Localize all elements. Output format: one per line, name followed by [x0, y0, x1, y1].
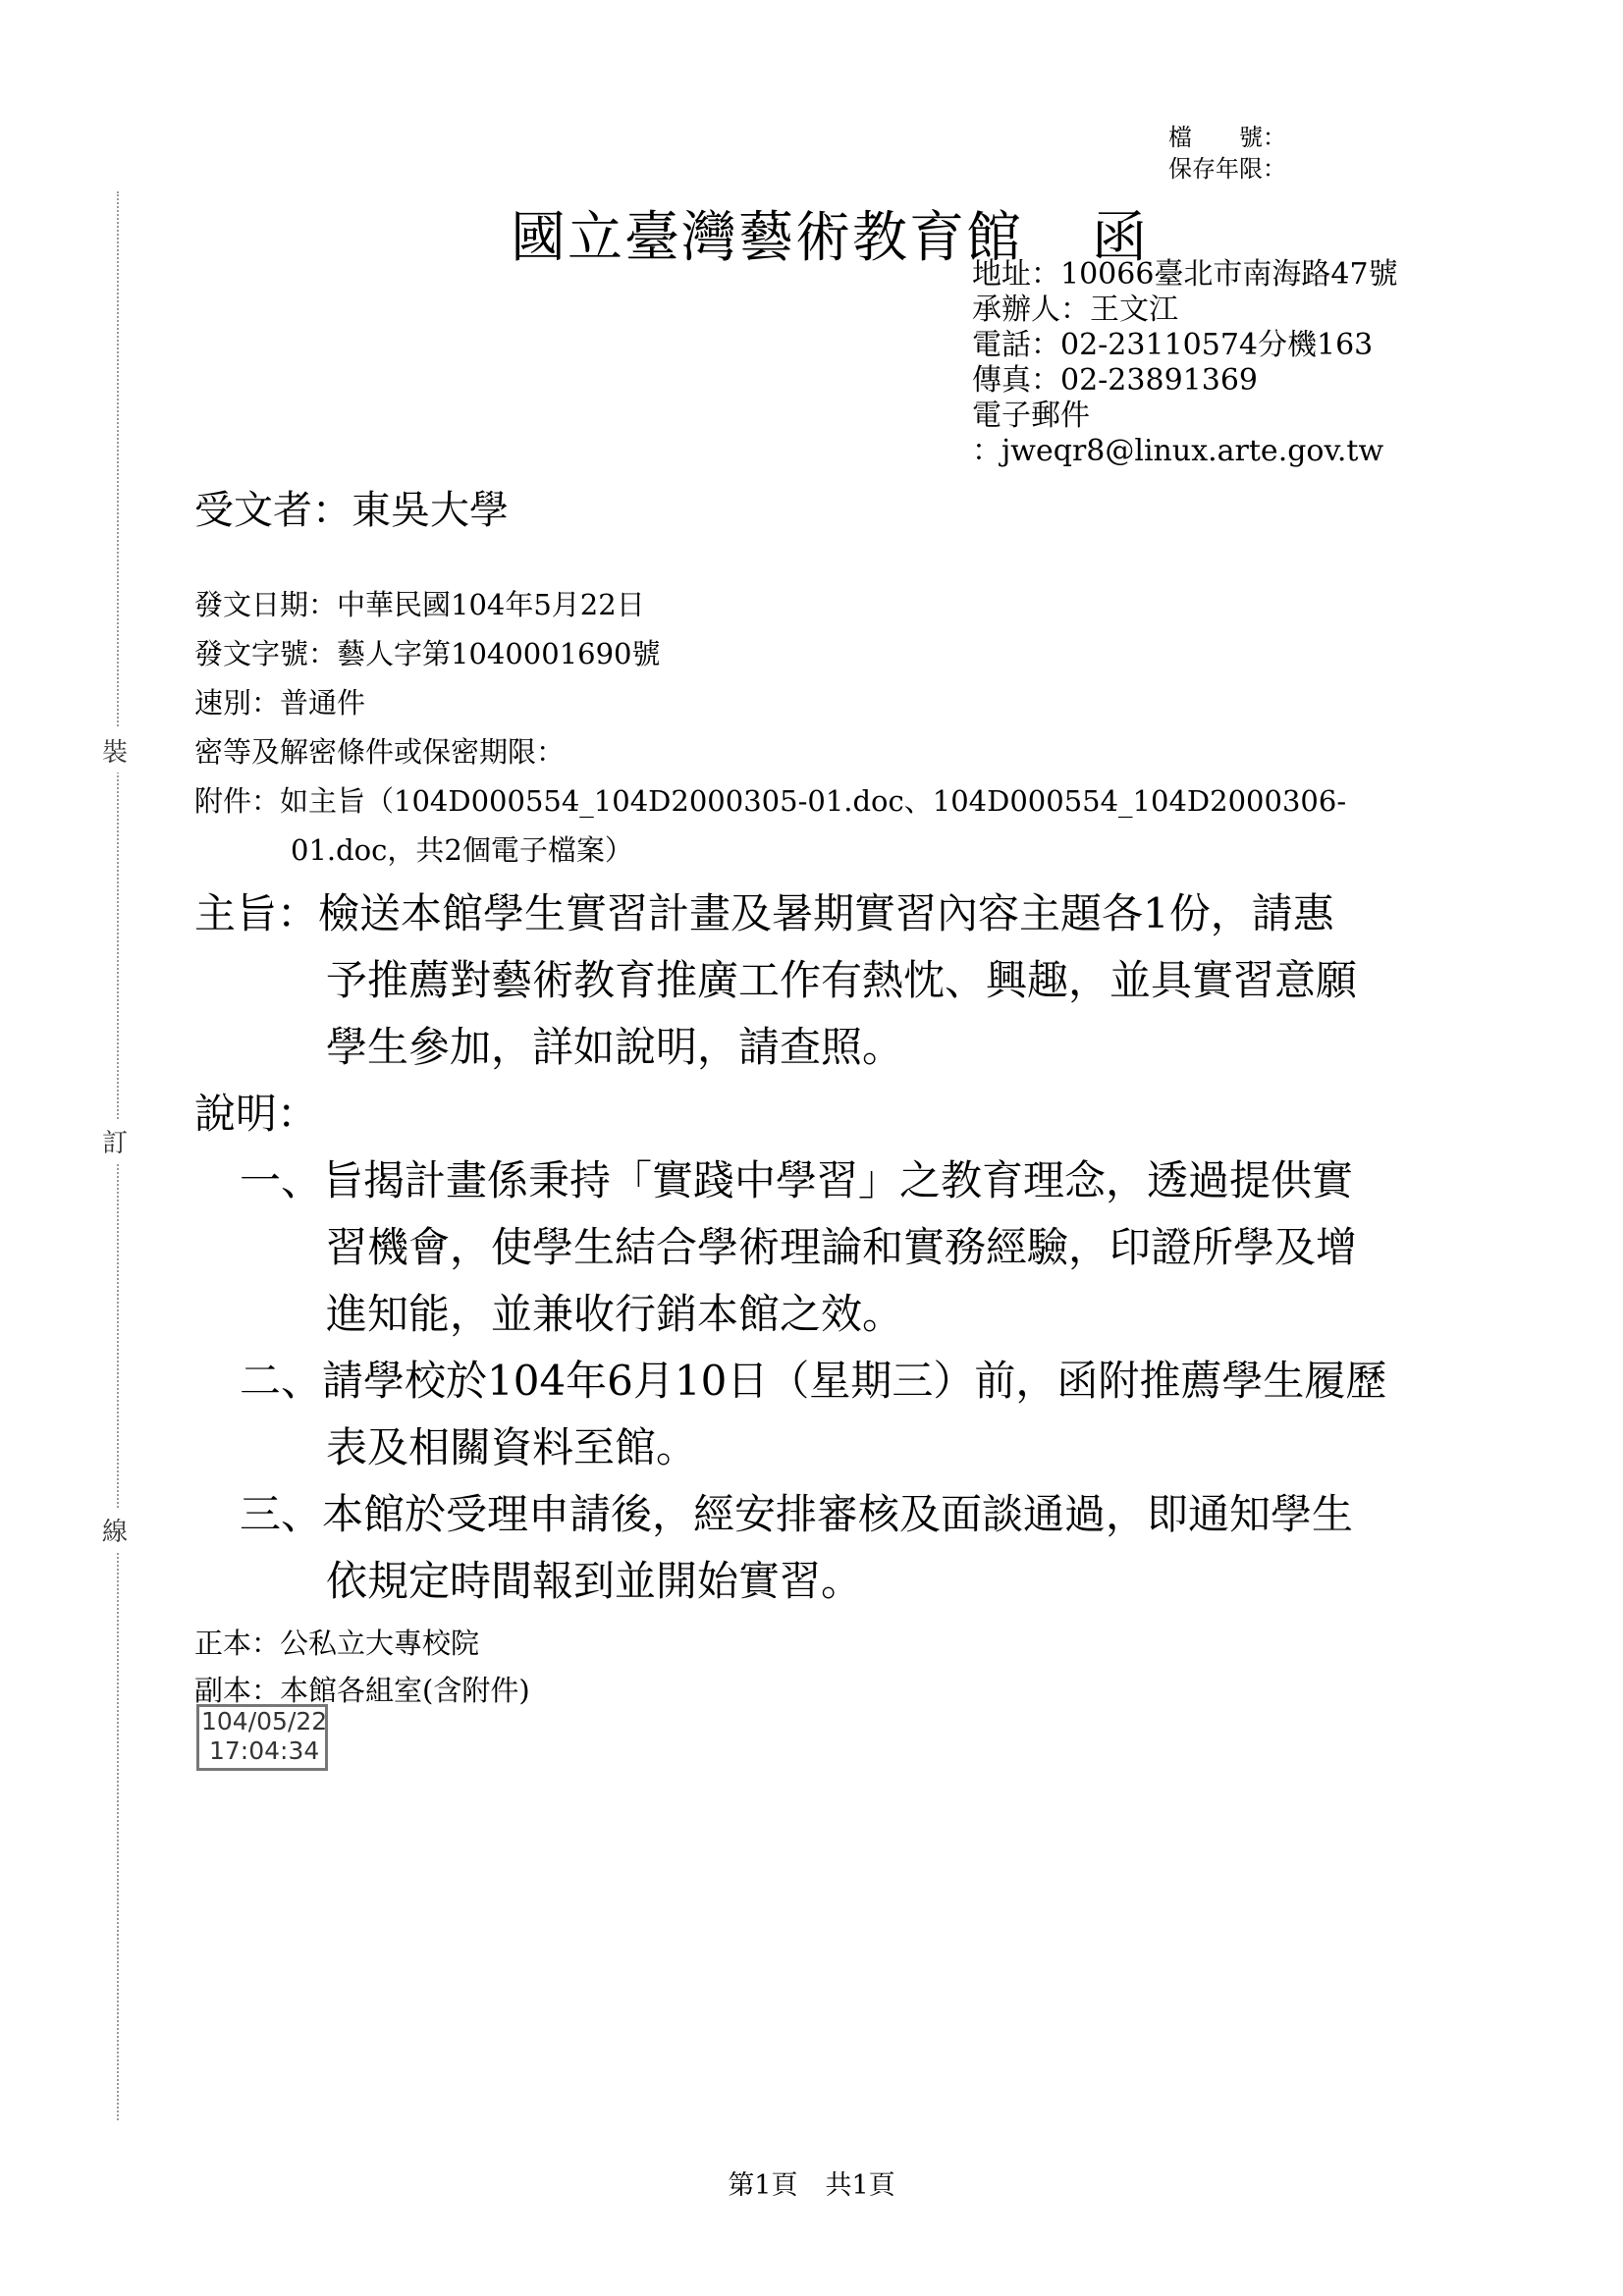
sender-contact: 承辦人：王文江: [972, 293, 1178, 327]
binding-label-zhuang: 裝: [102, 728, 128, 773]
binding-label-xian: 線: [102, 1508, 128, 1552]
sender-phone: 電話：02-23110574分機163: [972, 328, 1374, 362]
delivery-speed: 速別：普通件: [194, 686, 366, 720]
subject-line-3: 學生參加，詳如說明，請查照。: [326, 1023, 904, 1071]
org-name: 國立臺灣藝術教育館: [511, 206, 1023, 270]
explanation-item-3-line-2: 依規定時間報到並開始實習。: [326, 1557, 863, 1605]
stamp-time: 17:04:34: [209, 1736, 320, 1765]
subject-line-1: 主旨：檢送本館學生實習計畫及暑期實習內容主題各1份，請惠: [194, 889, 1334, 937]
copy-recipients: 副本：本館各組室(含附件): [194, 1674, 530, 1707]
file-number-label: 檔 號：: [1168, 124, 1286, 151]
page-total: 共1頁: [825, 2170, 895, 2201]
explanation-item-3-line-1: 三、本館於受理申請後，經安排審核及面談通過，即通知學生: [240, 1490, 1354, 1538]
original-recipients: 正本：公私立大專校院: [194, 1627, 480, 1660]
timestamp-stamp: [196, 1704, 328, 1771]
document-number: 發文字號：藝人字第1040001690號: [194, 637, 661, 670]
attachment-line-1: 附件：如主旨（104D000554_104D2000305-01.doc、104D000554_104D2000306-: [194, 784, 1347, 818]
issue-date: 發文日期：中華民國104年5月22日: [194, 588, 645, 621]
explanation-item-1-line-1: 一、旨揭計畫係秉持「實踐中學習」之教育理念，透過提供實: [240, 1156, 1354, 1204]
sender-info: [972, 257, 1398, 469]
attachment-line-2: 01.doc，共2個電子檔案）: [291, 833, 633, 867]
explanation-item-1-line-3: 進知能，並兼收行銷本館之效。: [326, 1290, 904, 1338]
doc-type: 函: [1092, 206, 1149, 270]
sender-fax: 傳真：02-23891369: [972, 363, 1259, 398]
explanation-item-1-line-2: 習機會，使學生結合學術理論和實務經驗，印證所學及增: [326, 1223, 1358, 1271]
explanation-item-2-line-2: 表及相關資料至館。: [326, 1423, 698, 1471]
page-footer: [0, 2163, 1623, 2202]
page-number: 第1頁: [728, 2170, 798, 2201]
explanation-heading: 說明：: [194, 1090, 319, 1138]
sender-email-label: 電子郵件: [972, 399, 1090, 433]
security-level: 密等及解密條件或保密期限：: [194, 735, 566, 769]
sender-address: 地址：10066臺北市南海路47號: [972, 257, 1398, 292]
stamp-date: 104/05/22: [201, 1707, 328, 1735]
explanation-item-2-line-1: 二、請學校於104年6月10日（星期三）前，函附推薦學生履歷: [240, 1357, 1387, 1405]
binding-label-ding: 訂: [102, 1119, 128, 1163]
retention-period-label: 保存年限：: [1168, 155, 1286, 183]
sender-email: ：jweqr8@linux.arte.gov.tw: [972, 434, 1384, 468]
subject-line-2: 予推薦對藝術教育推廣工作有熱忱、興趣，並具實習意願: [326, 956, 1358, 1004]
recipient: 受文者：東吳大學: [194, 488, 509, 533]
